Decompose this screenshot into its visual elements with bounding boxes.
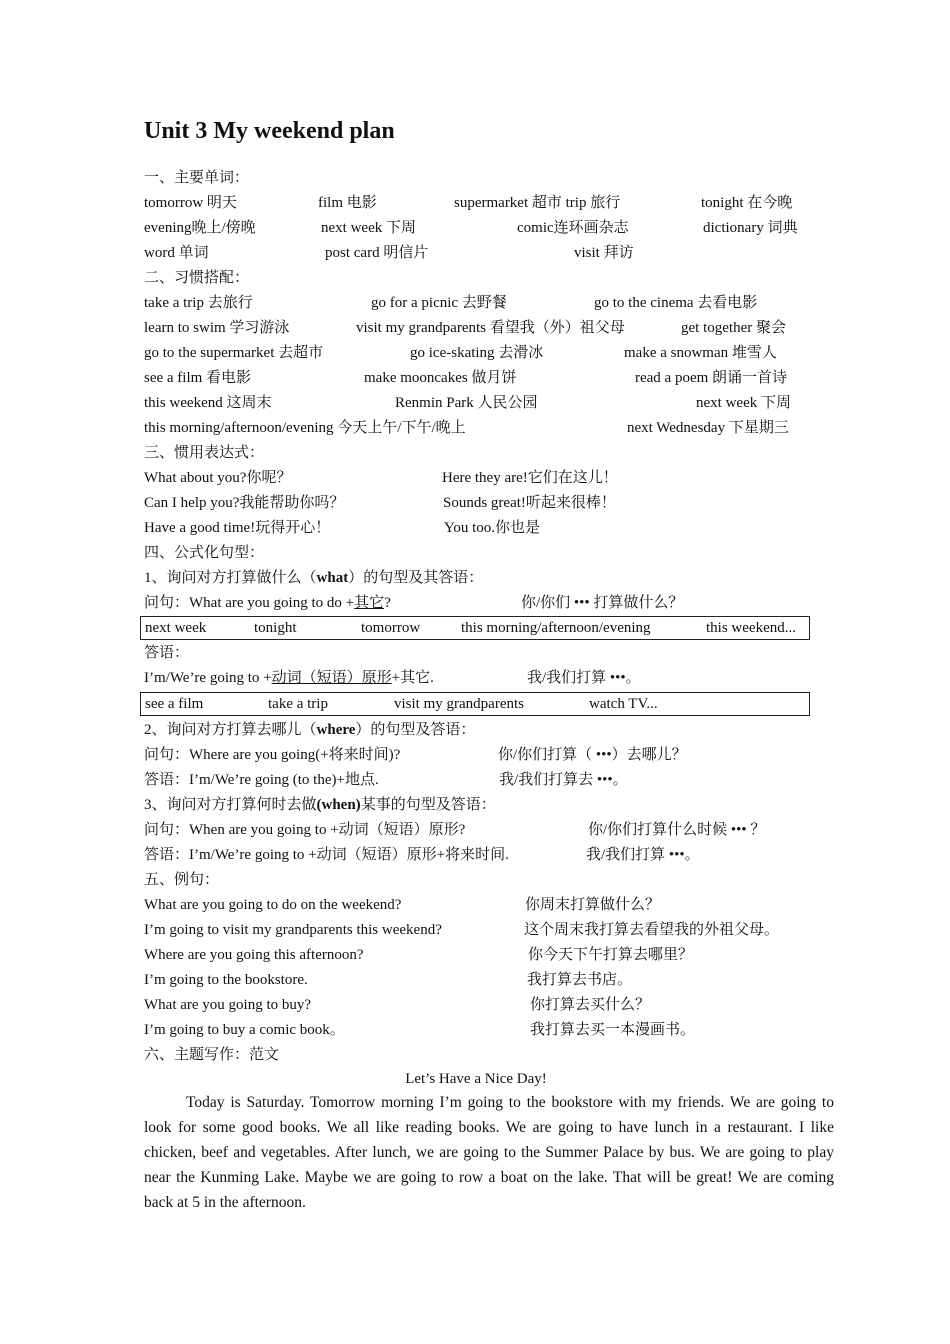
pattern-title-text: 1、询问对方打算做什么（ (144, 570, 317, 586)
pattern-what-answer (144, 666, 808, 691)
example-chinese: 你周末打算做什么？ (525, 897, 661, 913)
vocab-item: supermarket 超市 trip 旅行 (454, 195, 621, 211)
activity-phrase: watch TV... (589, 696, 658, 712)
answer-label: 答语： (144, 645, 190, 661)
answer-text: 答语：I’m/We’re going (to the)+地点. (144, 772, 379, 788)
collocation-item: visit my grandparents 看望我（外）祖父母 (356, 320, 625, 336)
section-heading-patterns: 四、公式化句型： (144, 545, 265, 561)
example-chinese: 你打算去买什么？ (530, 997, 651, 1013)
example-row (144, 968, 808, 993)
vocab-item: tomorrow 明天 (144, 195, 237, 211)
collocation-row (144, 366, 808, 391)
question-text: 问句：When are you going to +动词（短语）原形? (144, 822, 466, 838)
pattern-where-title (144, 718, 808, 743)
example-english: I’m going to buy a comic book。 (144, 1022, 345, 1038)
vocab-item: tonight 在今晚 (701, 195, 793, 211)
section-heading-expressions: 三、惯用表达式： (144, 445, 265, 461)
example-row (144, 1018, 808, 1043)
pattern-title-text: 某事的句型及答语： (360, 797, 496, 813)
example-english: Where are you going this afternoon? (144, 947, 364, 963)
essay-body: Today is Saturday. Tomorrow morning I’m going to the bookstore with my friends. We are going to look for some good books. We all like reading books. We are going to have lunch in a restaurant. I like chicken, beef and vegetables. After lunch, we are going to the Summer Palace by bus. We are going to play near the Kunming Lake. Maybe we are going to row a boat on the lake. That will be great! We are coming back at 5 in the afternoon. (144, 1094, 834, 1211)
pattern-what-question (144, 591, 808, 616)
activity-phrase: see a film (145, 696, 204, 712)
collocation-item: go for a picnic 去野餐 (371, 295, 507, 311)
collocation-item: learn to swim 学习游泳 (144, 320, 290, 336)
collocation-row (144, 416, 808, 441)
collocation-item: Renmin Park 人民公园 (395, 395, 538, 411)
section-heading-writing: 六、主题写作：范文 (144, 1047, 280, 1063)
vocab-item: evening晚上/傍晚 (144, 220, 256, 236)
section-heading-vocabulary: 一、主要单词： (144, 170, 250, 186)
example-row (144, 918, 808, 943)
answer-underlined: 动词（短语）原形 (271, 670, 392, 686)
collocation-item: next week 下周 (696, 395, 791, 411)
pattern-keyword: where (316, 722, 356, 738)
pattern-title-text: ）的句型及其答语： (348, 570, 484, 586)
answer-text: I’m/We’re going to + (144, 670, 272, 686)
pattern-when-question (144, 818, 808, 843)
time-phrase: next week (145, 620, 207, 636)
vocab-item: film 电影 (318, 195, 377, 211)
activity-phrases-box (140, 692, 810, 716)
expression-item: You too.你也是 (444, 520, 540, 536)
vocab-row (144, 191, 808, 216)
vocab-item: post card 明信片 (325, 245, 429, 261)
expression-item: Sounds great!听起来很棒！ (443, 495, 616, 511)
example-chinese: 这个周末我打算去看望我的外祖父母。 (524, 922, 780, 938)
example-english: I’m going to visit my grandparents this weekend? (144, 922, 442, 938)
collocation-item: make mooncakes 做月饼 (364, 370, 517, 386)
example-english: I’m going to the bookstore. (144, 972, 308, 988)
time-phrase: this morning/afternoon/evening (461, 620, 651, 636)
essay-title: Let’s Have a Nice Day! (405, 1071, 547, 1087)
expression-item: Have a good time!玩得开心！ (144, 520, 331, 536)
activity-phrase: take a trip (268, 696, 328, 712)
collocation-item: take a trip 去旅行 (144, 295, 253, 311)
answer-translation: 我/我们打算去 •••。 (499, 772, 628, 788)
question-text: 问句：Where are you going(+将来时间)? (144, 747, 401, 763)
expression-row (144, 466, 808, 491)
vocab-item: dictionary 词典 (703, 220, 798, 236)
answer-text: 答语：I’m/We’re going to +动词（短语）原形+将来时间. (144, 847, 509, 863)
time-phrases-box (140, 616, 810, 640)
collocation-item: make a snowman 堆雪人 (624, 345, 777, 361)
pattern-what-title (144, 566, 808, 591)
section-heading-examples: 五、例句： (144, 872, 220, 888)
example-english: What are you going to buy? (144, 997, 312, 1013)
time-phrase: tonight (254, 620, 297, 636)
pattern-title-text: ）的句型及答语： (355, 722, 476, 738)
time-phrase: tomorrow (361, 620, 421, 636)
question-translation: 你/你们 ••• 打算做什么？ (521, 595, 684, 611)
collocation-item: this weekend 这周末 (144, 395, 272, 411)
question-underlined: 其它 (354, 595, 385, 611)
expression-row (144, 516, 808, 541)
answer-translation: 我/我们打算 •••。 (527, 670, 641, 686)
expression-item: What about you?你呢？ (144, 470, 292, 486)
pattern-title-text: 3、询问对方打算何时去做 (144, 797, 317, 813)
answer-translation: 我/我们打算 •••。 (586, 847, 700, 863)
example-english: What are you going to do on the weekend? (144, 897, 402, 913)
collocation-item: go to the cinema 去看电影 (594, 295, 758, 311)
pattern-when-answer (144, 843, 808, 868)
example-chinese: 我打算去书店。 (527, 972, 633, 988)
question-text: ? (384, 595, 391, 611)
vocab-item: visit 拜访 (574, 245, 634, 261)
vocab-item: next week 下周 (321, 220, 416, 236)
vocab-item: comic连环画杂志 (517, 220, 629, 236)
example-row (144, 893, 808, 918)
vocab-item: word 单词 (144, 245, 209, 261)
collocation-item: go ice-skating 去滑冰 (410, 345, 544, 361)
collocation-item: get together 聚会 (681, 320, 786, 336)
vocab-row (144, 241, 808, 266)
section-heading-collocations: 二、习惯搭配： (144, 270, 250, 286)
pattern-keyword: what (316, 570, 349, 586)
pattern-where-answer (144, 768, 808, 793)
collocation-row (144, 391, 808, 416)
collocation-item: this morning/afternoon/evening 今天上午/下午/晚上 (144, 420, 466, 436)
expression-row (144, 491, 808, 516)
question-translation: 你/你们打算（ •••）去哪儿？ (498, 747, 687, 763)
example-row (144, 993, 808, 1018)
time-phrase: this weekend... (706, 620, 796, 636)
collocation-item: read a poem 朗诵一首诗 (635, 370, 788, 386)
collocation-row (144, 291, 808, 316)
example-row (144, 943, 808, 968)
collocation-row (144, 316, 808, 341)
question-translation: 你/你们打算什么时候 ••• ？ (588, 822, 766, 838)
example-chinese: 你今天下午打算去哪里？ (528, 947, 694, 963)
example-chinese: 我打算去买一本漫画书。 (530, 1022, 696, 1038)
collocation-row (144, 341, 808, 366)
expression-item: Can I help you?我能帮助你吗？ (144, 495, 345, 511)
collocation-item: next Wednesday 下星期三 (627, 420, 789, 436)
pattern-when-title (144, 793, 808, 818)
pattern-title-text: 2、询问对方打算去哪儿（ (144, 722, 317, 738)
collocation-item: go to the supermarket 去超市 (144, 345, 324, 361)
activity-phrase: visit my grandparents (394, 696, 524, 712)
expression-item: Here they are!它们在这儿！ (442, 470, 618, 486)
pattern-keyword: (when) (316, 797, 361, 813)
vocab-row (144, 216, 808, 241)
page-title: Unit 3 My weekend plan (144, 118, 395, 144)
question-text: 问句：What are you going to do + (144, 595, 355, 611)
pattern-where-question (144, 743, 808, 768)
answer-text: +其它. (391, 670, 434, 686)
collocation-item: see a film 看电影 (144, 370, 252, 386)
